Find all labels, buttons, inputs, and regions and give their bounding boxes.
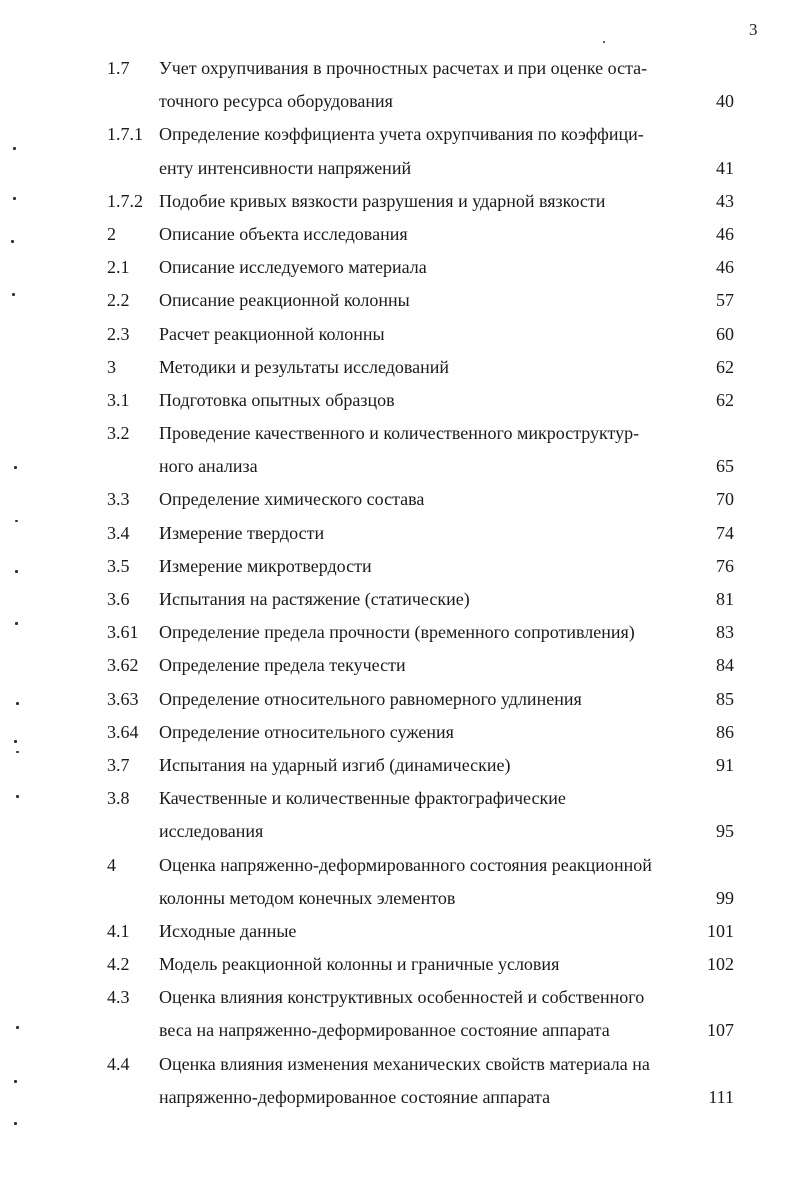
section-title: Описание исследуемого материала <box>159 257 427 278</box>
section-title: енту интенсивности напряжений <box>159 157 412 178</box>
page-ref: 40 <box>716 91 734 112</box>
toc-entry <box>0 915 793 948</box>
toc-entry <box>0 616 793 649</box>
page-ref: 41 <box>716 157 734 178</box>
toc-entry <box>0 649 793 682</box>
page-ref: 62 <box>716 356 734 377</box>
toc-entry <box>0 782 793 848</box>
page-ref: 83 <box>716 622 734 643</box>
page-ref: 91 <box>716 754 734 775</box>
section-number: 3.6 <box>107 589 130 609</box>
section-number: 3.1 <box>107 389 130 410</box>
section-title: Подобие кривых вязкости разрушения и ударной вязкости <box>159 190 606 211</box>
toc-entry <box>0 749 793 782</box>
section-number: 3.2 <box>107 423 130 444</box>
page-ref: 86 <box>716 721 734 742</box>
page-ref: 101 <box>707 920 734 941</box>
section-number: 1.7 <box>107 58 130 78</box>
section-number: 1.7.2 <box>107 190 143 211</box>
section-number: 3.4 <box>107 522 130 543</box>
section-title: Определение коэффициента учета охрупчивания по коэффици- <box>159 124 644 145</box>
section-title: напряженно-деформированное состояние аппарата <box>159 1086 551 1107</box>
section-number: 4.4 <box>107 1053 130 1074</box>
section-title: Модель реакционной колонны и граничные условия <box>159 954 560 975</box>
section-title: Качественные и количественные фрактографические <box>159 788 566 809</box>
page-ref: 107 <box>707 1020 734 1041</box>
scan-speck <box>14 1122 17 1125</box>
page-ref: 74 <box>716 522 734 543</box>
toc-entry <box>0 251 793 284</box>
page-ref: 60 <box>716 323 734 344</box>
section-number: 2.3 <box>107 323 130 344</box>
page-ref: 65 <box>716 456 734 477</box>
scan-speck <box>603 41 605 43</box>
section-title: Определение относительного равномерного удлинения <box>159 688 582 709</box>
toc-entry <box>0 185 793 218</box>
toc-entry <box>0 218 793 251</box>
section-title: колонны методом конечных элементов <box>159 887 456 908</box>
section-title: веса на напряженно-деформированное состояние аппарата <box>159 1020 610 1041</box>
section-number: 4 <box>107 854 116 875</box>
section-title: Подготовка опытных образцов <box>159 389 395 410</box>
section-number: 3.7 <box>107 754 130 775</box>
page-ref: 46 <box>716 257 734 278</box>
section-title: ного анализа <box>159 456 258 477</box>
page-ref: 85 <box>716 688 734 709</box>
section-number: 2.1 <box>107 257 130 278</box>
toc-entry <box>0 351 793 384</box>
toc-entry <box>0 716 793 749</box>
section-title: Определение химического состава <box>159 489 425 510</box>
section-title: Описание объекта исследования <box>159 223 408 244</box>
section-number: 3.63 <box>107 688 139 709</box>
section-number: 3.61 <box>107 622 139 643</box>
page-ref: 62 <box>716 389 734 410</box>
page-ref: 76 <box>716 555 734 576</box>
page-ref: 84 <box>716 655 734 676</box>
toc-entry <box>0 318 793 351</box>
section-title: Описание реакционной колонны <box>159 290 410 311</box>
section-number: 3.8 <box>107 788 130 809</box>
section-title: Определение предела прочности (временного сопротивления) <box>159 622 635 643</box>
section-number: 3.62 <box>107 655 139 676</box>
toc-entry <box>0 52 793 118</box>
toc-entry <box>0 583 793 616</box>
section-title: Методики и результаты исследований <box>159 356 450 377</box>
section-number: 3.3 <box>107 489 130 510</box>
section-number: 3.5 <box>107 555 130 576</box>
section-title: Оценка напряженно-деформированного состояния реакционной <box>159 854 652 875</box>
toc-entry <box>0 284 793 317</box>
section-title: Испытания на ударный изгиб (динамические) <box>159 754 511 775</box>
section-title: Исходные данные <box>159 920 297 941</box>
toc-entry <box>0 483 793 516</box>
section-title: Определение относительного сужения <box>159 721 454 742</box>
section-title: Измерение микротвердости <box>159 555 372 576</box>
page-ref: 43 <box>716 190 734 211</box>
section-title: Определение предела текучести <box>159 655 406 676</box>
toc-entry <box>0 1048 793 1114</box>
section-number: 3 <box>107 356 116 377</box>
toc-entry <box>0 384 793 417</box>
page-number: 3 <box>749 20 758 39</box>
section-title: Измерение твердости <box>159 522 325 543</box>
section-title: Расчет реакционной колонны <box>159 323 385 344</box>
page-ref: 57 <box>716 290 734 311</box>
toc-entry <box>0 417 793 483</box>
toc-entry <box>0 948 793 981</box>
section-title: Оценка влияния конструктивных особенностей и собственного <box>159 987 645 1008</box>
section-number: 3.64 <box>107 721 139 742</box>
page-ref: 95 <box>716 821 734 842</box>
section-number: 4.3 <box>107 987 130 1008</box>
toc-entry <box>0 550 793 583</box>
section-title: Оценка влияния изменения механических свойств материала на <box>159 1053 650 1074</box>
toc-entry <box>0 683 793 716</box>
page-ref: 46 <box>716 223 734 244</box>
page-ref: 70 <box>716 489 734 510</box>
toc-entry <box>0 517 793 550</box>
section-number: 2.2 <box>107 290 130 311</box>
section-title: точного ресурса оборудования <box>159 91 393 112</box>
page-ref: 99 <box>716 887 734 908</box>
page-ref: 81 <box>716 589 734 609</box>
toc-entry <box>0 849 793 915</box>
toc-entry <box>0 118 793 184</box>
toc-entry <box>0 981 793 1047</box>
section-number: 2 <box>107 223 116 244</box>
section-title: Учет охрупчивания в прочностных расчетах и при оценке оста- <box>159 58 648 78</box>
section-number: 4.1 <box>107 920 130 941</box>
page-ref: 111 <box>708 1086 734 1107</box>
table-of-contents <box>0 52 793 1114</box>
section-title: исследования <box>159 821 264 842</box>
section-number: 4.2 <box>107 954 130 975</box>
page-ref: 102 <box>707 954 734 975</box>
section-number: 1.7.1 <box>107 124 143 145</box>
section-title: Проведение качественного и количественного микроструктур- <box>159 423 640 444</box>
section-title: Испытания на растяжение (статические) <box>159 589 470 609</box>
